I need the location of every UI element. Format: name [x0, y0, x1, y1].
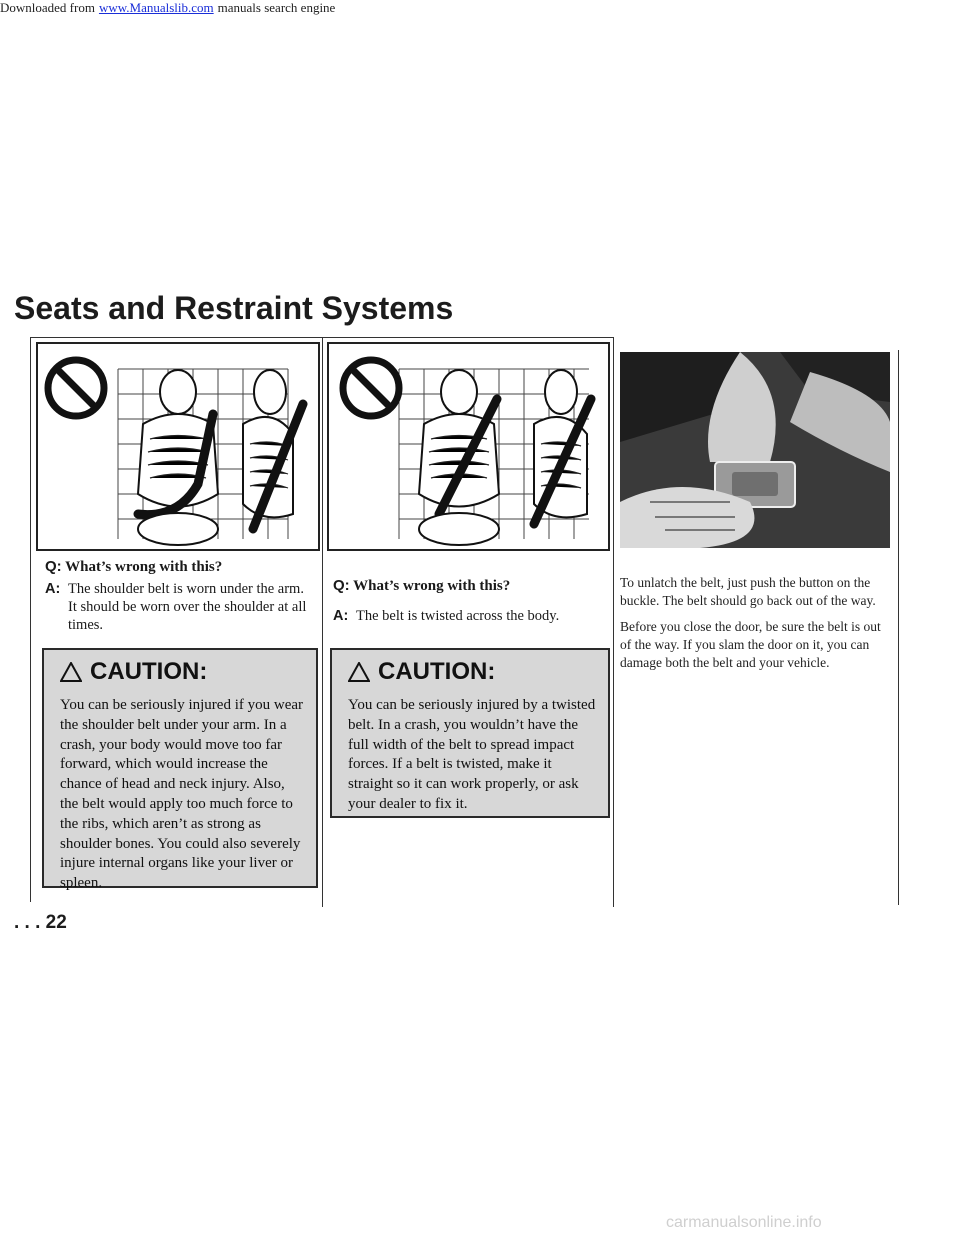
- header-suffix: manuals search engine: [217, 0, 336, 15]
- left-margin-rule: [30, 337, 31, 902]
- section-title: Seats and Restraint Systems: [14, 290, 454, 326]
- question-2: Q: What’s wrong with this?: [333, 577, 511, 594]
- header-prefix: Downloaded from: [0, 0, 95, 15]
- door-paragraph: Before you close the door, be sure the belt is out of the way. If you slam the door on it, you can damage both the belt and your vehicle.: [620, 619, 881, 670]
- caution-box-2: [330, 648, 610, 818]
- caution-heading-1: CAUTION:: [60, 658, 304, 686]
- right-margin-rule: [898, 350, 899, 905]
- caution-text-2: You can be seriously injured by a twisted belt. In a crash, you wouldn’t have the full width of the belt to spread impact forces. If a belt is twisted, make it straight so it can work properly, or ask your dealer to fix it.: [348, 697, 596, 812]
- caution-text-1: You can be seriously injured if you wear the shoulder belt under your arm. In a crash, your body would move too far forward, which would increase the chance of head and neck injury. Also, the belt would apply too much force to the ribs, which aren’t as strong as shoulder bones. You could also severely injure internal organs like your liver or spleen.: [60, 697, 304, 892]
- warning-triangle-icon: [348, 662, 370, 682]
- warning-triangle-icon: [60, 662, 82, 682]
- answer-1: A: The shoulder belt is worn under the arm. It should be worn over the shoulder at all times.: [45, 581, 307, 633]
- twisted-belt-illustration: [327, 342, 610, 551]
- unlatch-paragraph: To unlatch the belt, just push the button on the buckle. The belt should go back out of the way.: [620, 575, 876, 608]
- hand-on-buckle-icon: [620, 352, 890, 548]
- top-rule: [30, 337, 613, 338]
- download-header: [0, 0, 960, 20]
- unlatch-instructions: [620, 574, 892, 680]
- column-divider-1: [322, 337, 323, 907]
- question-1: Q: What’s wrong with this?: [45, 558, 223, 575]
- unlatch-buckle-photo: [620, 352, 890, 548]
- column-divider-2: [613, 337, 614, 907]
- footer-watermark: carmanualsonline.info: [666, 1214, 822, 1231]
- ribcage-diagram-icon: [329, 344, 608, 549]
- ribcage-diagram-icon: [38, 344, 318, 549]
- caution-box-1: [42, 648, 318, 892]
- shoulder-belt-under-arm-illustration: [36, 342, 320, 551]
- page-number: . . . 22: [14, 912, 67, 933]
- caution-heading-2: CAUTION:: [348, 658, 596, 686]
- manualslib-link[interactable]: www.Manualslib.com: [98, 0, 214, 15]
- answer-2: A: The belt is twisted across the body.: [333, 608, 560, 624]
